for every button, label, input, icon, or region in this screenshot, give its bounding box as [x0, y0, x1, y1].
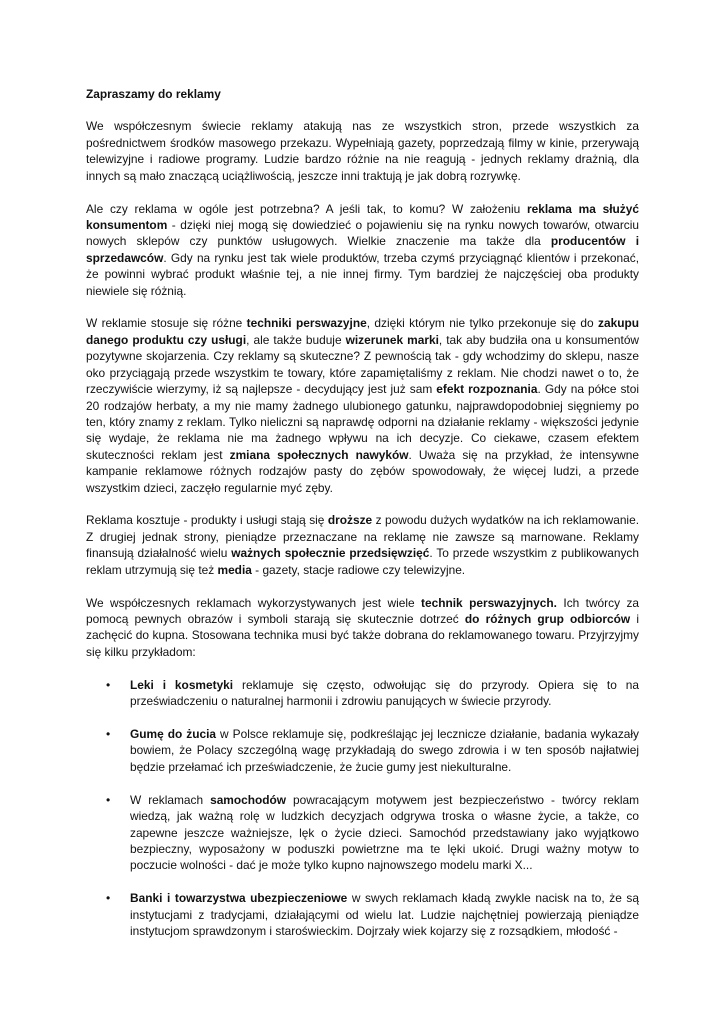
text-run: z powodu dużych wydatków na ich reklamowanie. Z drugiej jednak strony, pieniądze przeznaczane na reklamę nie zawsze są marnowane. Reklamy finansują działalność wielu	[86, 513, 639, 561]
text-run: reklamuje się często, odwołując się do przyrody. Opiera się to na przeświadczeniu o naturalnej harmonii i zdrowiu panujących w świecie przyrody.	[130, 677, 639, 709]
text-run: Ich twórcy za pomocą pewnych obrazów i symboli starają się skutecznie dotrzeć	[86, 595, 640, 626]
list-item	[86, 677, 639, 710]
text-run: . To przede wszystkim z publikowanych reklam utrzymują się też	[86, 546, 639, 577]
bold-phrase: reklama ma służyć konsumentom	[86, 201, 639, 232]
text-run: powracającym motywem jest bezpieczeństwo - twórcy reklam wiedzą, jak ważną rolę w ludzkich decyzjach odgrywa troska o własne życie, a także, co zapewne jeszcze ważniejsze, lęk o życie dzieci. Samochód przedstawiany jako wyjątkowo bezpieczny, wyposażony w poduszki powietrzne ma te lęki ukoić. Drugi ważny motyw to poczucie wolności - dać je może tylko kupno najnowszego modelu marki X...	[130, 792, 640, 873]
text-run: i zachęcić do kupna. Stosowana technika musi być także dobrana do reklamowanego towaru. Przyjrzyjmy się kilku przykładom:	[86, 611, 639, 659]
text-run: W reklamach	[130, 792, 211, 807]
text-run: . Uważa się na przykład, że intensywne kampanie reklamowe różnych rodzajów pasty do zębów spowodowały, że więcej ludzi, a przede wszystkim dzieci, zaczęło regularnie myć zęby.	[86, 447, 639, 495]
bold-phrase: samochodów	[210, 792, 287, 807]
text-run: . Gdy na półce stoi 20 rodzajów herbaty, a my nie mamy żadnego ulubionego gatunku, najprawdopodobniej sięgniemy po ten, który znamy z reklam. Tylko nieliczni są naprawdę odporni na działanie reklamy - większości jedynie się wydaje, że reklama nie ma żadnego wpływu na ich decyzje. Co ciekawe, czasem efektem skuteczności reklam jest	[86, 382, 639, 462]
paragraph-techniques	[86, 315, 639, 495]
bold-phrase: droższe	[327, 513, 373, 528]
text-run: - dzięki niej mogą się dowiedzieć o pojawieniu się na rynku nowych towarów, otwarciu nowych sklepów czy punktów usługowych. Wielkie znaczenie ma także dla	[86, 217, 639, 249]
bullet-icon: •	[106, 727, 111, 741]
list-item	[86, 726, 639, 775]
bold-phrase: Gumę do żucia	[130, 727, 217, 741]
list-item	[86, 792, 639, 874]
bold-phrase: producentów i sprzedawców	[86, 234, 639, 265]
bold-phrase: technik perswazyjnych.	[421, 595, 557, 610]
text-run: Ale czy reklama w ogóle jest potrzebna? A jeśli tak, to komu? W założeniu	[86, 201, 527, 216]
bold-phrase: ważnych społecznie przedsięwzięć	[231, 546, 430, 561]
bullet-icon: •	[106, 792, 111, 807]
bold-phrase: zakupu danego produktu czy usługi	[86, 316, 639, 347]
bold-phrase: Leki i kosmetyki	[130, 677, 234, 692]
text-run: , ale także buduje	[246, 332, 346, 347]
paragraph-examples-intro	[86, 595, 639, 661]
text-run: . Gdy na rynku jest tak wiele produktów, trzeba czymś przyciągnąć klientów i przekonać, że powinni wybrać produkt właśnie tej, a nie innej firmy. Tym bardziej że najczęściej oba produkty niewiele się różnią.	[86, 250, 639, 298]
paragraph-purpose	[86, 201, 639, 299]
document-title: Zapraszamy do reklamy	[86, 87, 221, 101]
text-run: Reklama kosztuje - produkty i usługi stają się	[86, 513, 328, 528]
bold-phrase: zmiana społecznych nawyków	[229, 447, 409, 462]
text-run: W reklamie stosuje się różne	[86, 316, 247, 331]
text-run: - gazety, stacje radiowe czy telewizyjne.	[251, 562, 466, 577]
bold-phrase: techniki perswazyjne	[246, 316, 367, 331]
list-item	[86, 890, 639, 939]
text-run: w swych reklamach kładą zwykle nacisk na to, że są instytucjami z tradycjami, działającymi od wielu lat. Ludzie najchętniej powierzają pieniądze instytucjom sprawdzonym i staroświeckim. Dojrzały wiek kojarzy się z rozsądkiem, młodość -	[130, 891, 639, 939]
text-run: , tak aby budziła ona u konsumentów pozytywne skojarzenia. Czy reklamy są skuteczne? Z pewnością tak - gdy wchodzimy do sklepu, nasze oko przyciągają przede wszystkim te towary, które zapamiętaliśmy z reklam. Nie chodzi nawet o to, że rzeczywiście wierzymy, iż są najlepsze - decydujący jest już sam	[86, 332, 640, 397]
bullet-icon: •	[106, 891, 111, 906]
paragraph-intro: We współczesnym świecie reklamy atakują nas ze wszystkich stron, przede wszystkich za pośrednictwem środków masowego przekazu. Wypełniają gazety, poprzedzają filmy w kinie, przerywają telewizyjne i radiowe programy. Ludzie bardzo różnie na nie reagują - jednych reklamy drażnią, dla innych są mało znaczącą uciążliwością, jeszcze inni traktują je jak dobrą rozrywkę.	[86, 119, 639, 183]
text-run: w Polsce reklamuje się, podkreślając jej lecznicze działanie, badania wykazały bowiem, że Polacy szczególną wagę przykładają do swego zdrowia i w ten sposób najłatwiej będzie przełamać ich przeświadczenie, że żucie gumy jest niekulturalne.	[130, 727, 639, 774]
bold-phrase: media	[217, 562, 252, 577]
bold-phrase: do różnych grup odbiorców	[464, 611, 631, 626]
bold-phrase: Banki i towarzystwa ubezpieczeniowe	[130, 891, 348, 906]
bold-phrase: wizerunek marki	[345, 332, 439, 347]
bullet-icon: •	[106, 677, 111, 692]
text-run: , dzięki którym nie tylko przekonuje się do	[366, 316, 599, 331]
examples-list	[86, 677, 639, 940]
paragraph-costs	[86, 512, 639, 578]
text-run: We współczesnych reklamach wykorzystywanych jest wiele	[86, 595, 422, 610]
bold-phrase: efekt rozpoznania	[436, 382, 538, 397]
